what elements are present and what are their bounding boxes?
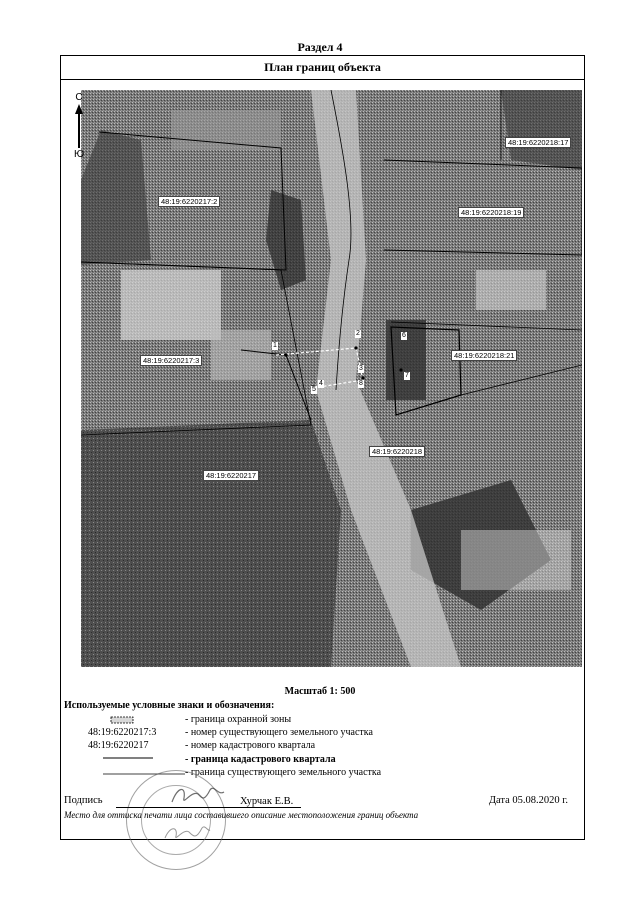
point-number: 5 — [312, 386, 316, 393]
legend-row — [0, 754, 640, 768]
legend-desc: - номер существующего земельного участка — [185, 727, 373, 738]
parcel-label: 48:19:6220218:17 — [505, 137, 571, 148]
signature-row — [64, 795, 574, 811]
quarter-boundary-symbol — [103, 755, 153, 761]
seal-note: Место для оттиска печати лица составившего описание местоположения границ объекта — [64, 810, 419, 820]
legend-title: Используемые условные знаки и обозначения: — [64, 700, 275, 711]
aerial-map — [81, 90, 582, 667]
plan-title: План границ объекта — [61, 56, 584, 80]
parcel-label: 48:19:6220218 — [369, 446, 425, 457]
signer-name: Хурчак Е.В. — [240, 796, 294, 807]
north-arrow-icon — [74, 104, 84, 148]
legend-desc: - граница кадастрового квартала — [185, 754, 336, 765]
point-number: 4 — [319, 380, 323, 387]
parcel-label: 48:19:6220217:3 — [140, 355, 202, 366]
parcel-label: 48:19:6220217 — [203, 470, 259, 481]
legend-row — [0, 740, 640, 754]
point-number: 7 — [405, 372, 409, 379]
stamp-signature — [162, 822, 212, 844]
north-arrow — [71, 92, 87, 162]
legend-desc: - граница существующего земельного участка — [185, 767, 382, 778]
parcel-label: 48:19:6220218:19 — [458, 207, 524, 218]
parcel-label: 48:19:6220218:21 — [451, 350, 517, 361]
legend-row — [0, 714, 640, 728]
map-scale: Масштаб 1: 500 — [284, 686, 356, 697]
signature-line — [116, 807, 301, 808]
north-label: С — [75, 92, 83, 103]
section-title: Раздел 4 — [297, 40, 343, 54]
legend-symbol: 48:19:6220217 — [88, 740, 149, 751]
point-number: 8 — [359, 380, 363, 387]
point-number: 1 — [273, 342, 277, 349]
signature-date: Дата 05.08.2020 г. — [488, 795, 568, 806]
map-imagery — [81, 90, 582, 667]
point-number: 2 — [356, 330, 360, 337]
parcel-label: 48:19:6220217:2 — [158, 196, 220, 207]
legend-desc: - граница охранной зоны — [185, 714, 292, 725]
legend-row — [0, 727, 640, 741]
protected-zone-symbol — [110, 716, 134, 724]
legend-row — [0, 767, 640, 781]
legend-symbol: 48:19:6220217:3 — [88, 727, 157, 738]
signature-label: Подпись — [64, 795, 103, 806]
point-number: 3 — [359, 365, 363, 372]
point-number: 6 — [402, 332, 406, 339]
legend-desc: - номер кадастрового квартала — [185, 740, 316, 751]
south-label: Ю — [73, 149, 85, 160]
